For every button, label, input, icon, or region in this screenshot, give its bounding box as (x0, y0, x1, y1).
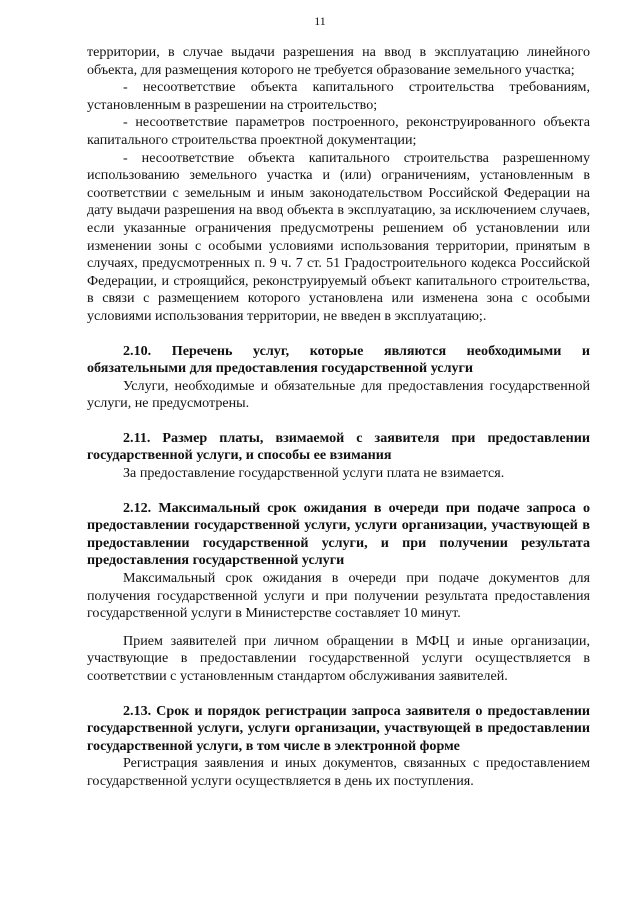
page-number: 11 (314, 14, 326, 28)
section-text-2-12-a: Максимальный срок ожидания в очереди при подаче документов для получения государственной услуги и при получении результата предоставления государственной услуги в Министерстве составляет 10 минут. (87, 570, 590, 622)
section-heading-2-11: 2.11. Размер платы, взимаемой с заявителя при предоставлении государственной услуги, и способы ее взимания (87, 429, 590, 464)
section-heading-2-10: 2.10. Перечень услуг, которые являются необходимыми и обязательными для предоставления государственной услуги (87, 342, 590, 377)
section-heading-2-13: 2.13. Срок и порядок регистрации запроса заявителя о предоставлении государственной услуги, услуги организации, участвующей в предоставлении государственной услуги, в том числе в электронной форме (87, 702, 590, 754)
document-body (87, 44, 590, 791)
section-text-2-11: За предоставление государственной услуги плата не взимается. (123, 465, 505, 482)
list-item: - несоответствие объекта капитального строительства разрешенному использованию земельного участка и (или) ограничениям, установленным в соответствии с земельным и иным законодательством Российской Федерации на дату выдачи разрешения на ввод объекта в эксплуатацию, за исключением случаев, если указанные ограничения предусмотрены решением об установлении или изменении зоны с особыми условиями использования территории, принятым в случаях, предусмотренных п. 9 ч. 7 ст. 51 Градостроительного кодекса Российской Федерации, и строящийся, реконструируемый объект капитального строительства, в связи с размещением которого установлена или изменена зона с особыми условиями использования территории, не введен в эксплуатацию;. (87, 149, 590, 324)
section-text-2-10: Услуги, необходимые и обязательные для предоставления государственной услуги, не предусмотрены. (87, 377, 590, 412)
list-item: - несоответствие параметров построенного, реконструированного объекта капитального строительства проектной документации; (87, 114, 590, 148)
paragraph: территории, в случае выдачи разрешения на ввод в эксплуатацию линейного объекта, для размещения которого не требуется образование земельного участка; (87, 44, 590, 78)
list-item: - несоответствие объекта капитального строительства требованиям, установленным в разрешении на строительство; (87, 79, 590, 113)
section-text-2-12-b: Прием заявителей при личном обращении в МФЦ и иные организации, участвующие в предоставлении государственной услуги осуществляется в соответствии с установленным стандартом обслуживания заявителей. (87, 632, 590, 684)
section-heading-2-12: 2.12. Максимальный срок ожидания в очереди при подаче запроса о предоставлении государственной услуги, услуги организации, участвующей в предоставлении государственной услуги, и при получении результата предоставления государственной услуги (87, 499, 590, 569)
section-text-2-13: Регистрация заявления и иных документов, связанных с предоставлением государственной услуги осуществляется в день их поступления. (87, 755, 590, 789)
